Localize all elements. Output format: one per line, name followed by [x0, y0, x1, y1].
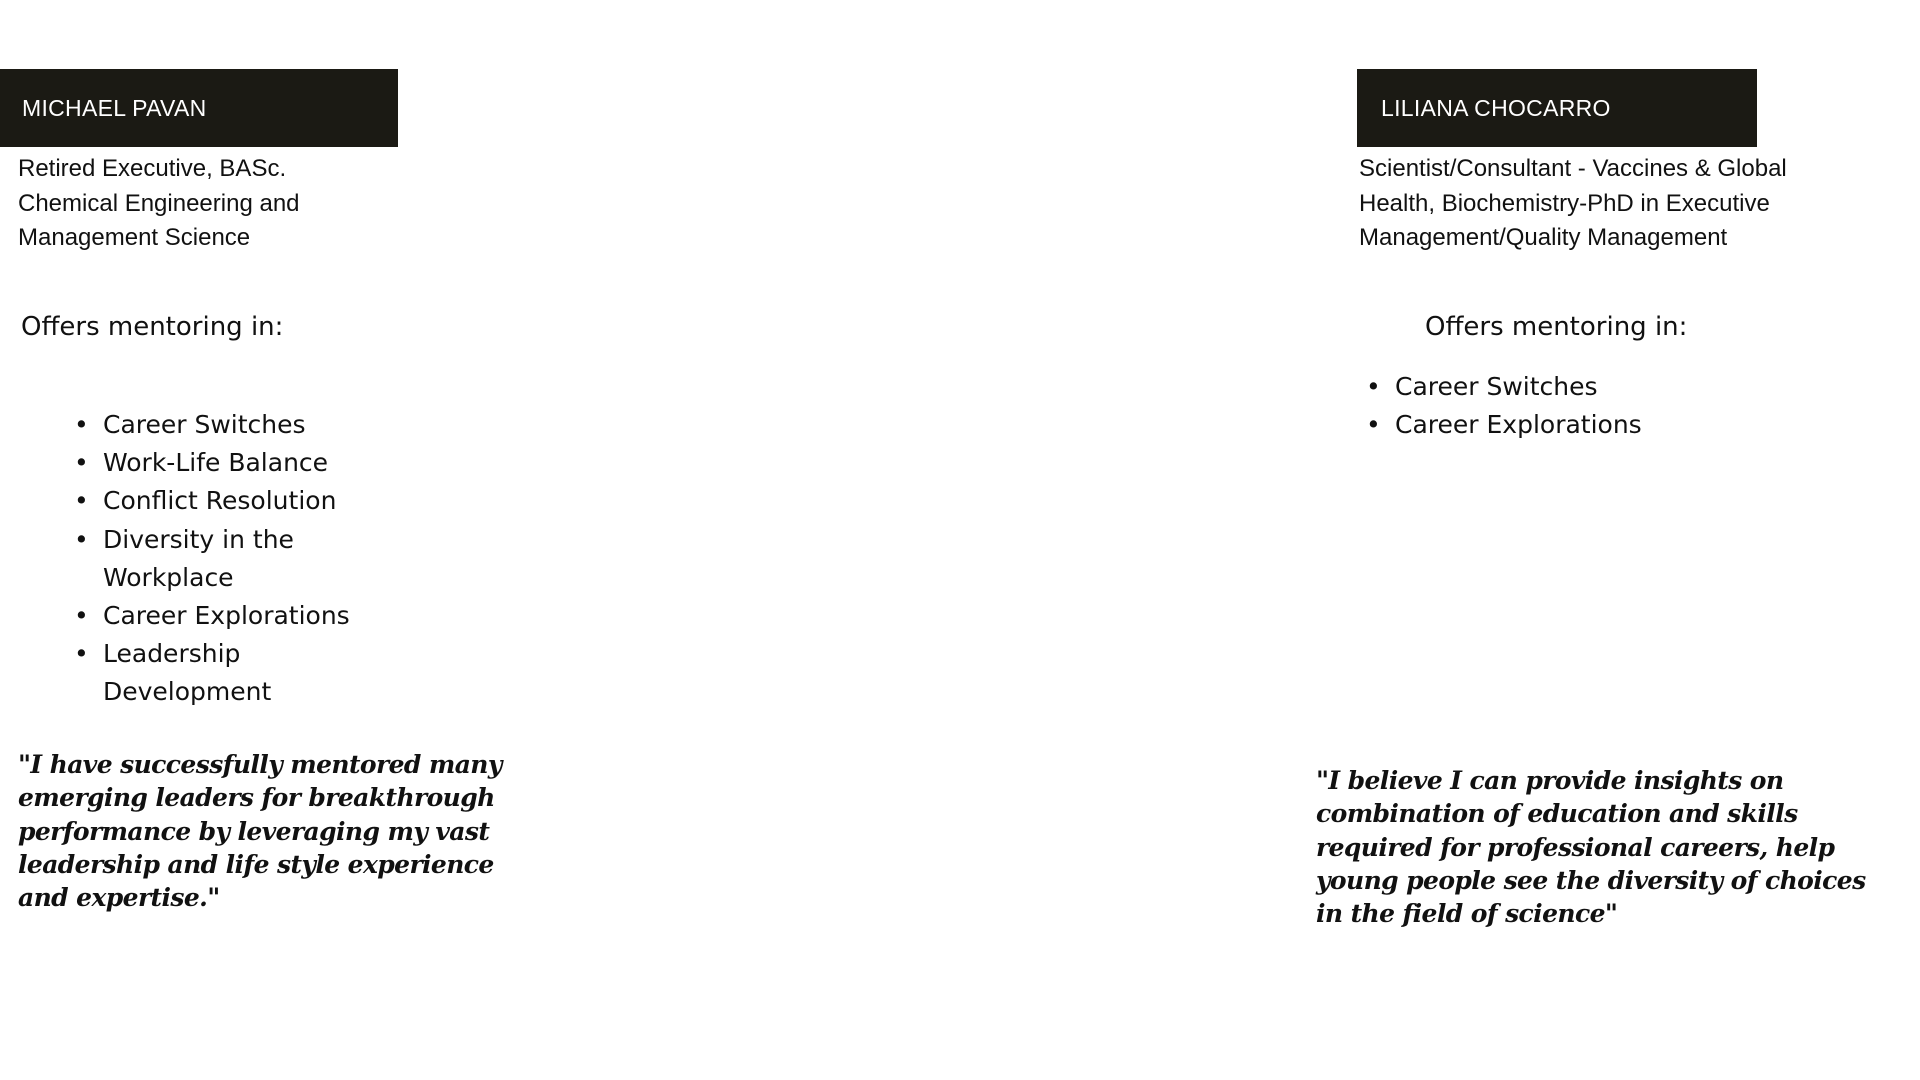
- mentor-name: MICHAEL PAVAN: [22, 94, 207, 121]
- bullet-icon: •: [74, 410, 89, 439]
- mentor-name-banner: [1357, 69, 1757, 147]
- list-item: • Career Explorations: [1395, 406, 1725, 444]
- mentor-credentials: Retired Executive, BASc. Chemical Engineering and Management Science: [18, 155, 300, 251]
- offers-mentoring-label: Offers mentoring in:: [21, 312, 284, 342]
- mentoring-topics-list: [74, 406, 393, 712]
- list-item: • Career Switches: [103, 406, 393, 444]
- bullet-icon: •: [74, 524, 89, 554]
- list-item: • Diversity in the Workplace: [103, 521, 333, 597]
- bullet-icon: •: [74, 601, 89, 631]
- mentor-quote: "I have successfully mentored many emerging leaders for breakthrough performance by leveraging my vast leadership and life style experience and expertise.": [18, 750, 502, 913]
- list-item: • Career Explorations: [103, 597, 393, 635]
- list-item: • Career Switches: [1395, 368, 1725, 406]
- mentor-name-banner: [0, 69, 398, 147]
- bullet-icon: •: [1366, 410, 1381, 440]
- mentor-quote: "I believe I can provide insights on combination of education and skills required for professional careers, help young people see the diversity of choices in the field of science": [1316, 766, 1866, 929]
- list-item: • Conflict Resolution: [103, 482, 393, 520]
- list-item: • Leadership Development: [103, 635, 303, 711]
- bullet-icon: •: [1366, 372, 1381, 401]
- list-item: • Work-Life Balance: [103, 444, 393, 482]
- bullet-icon: •: [74, 486, 89, 516]
- mentor-credentials: Scientist/Consultant - Vaccines & Global Health, Biochemistry-PhD in Executive Management/Quality Management: [1359, 155, 1787, 251]
- bullet-icon: •: [74, 448, 89, 478]
- bullet-icon: •: [74, 639, 89, 669]
- offers-mentoring-label: Offers mentoring in:: [1425, 312, 1688, 342]
- mentoring-topics-list: [1366, 368, 1725, 444]
- mentor-name: LILIANA CHOCARRO: [1381, 94, 1611, 121]
